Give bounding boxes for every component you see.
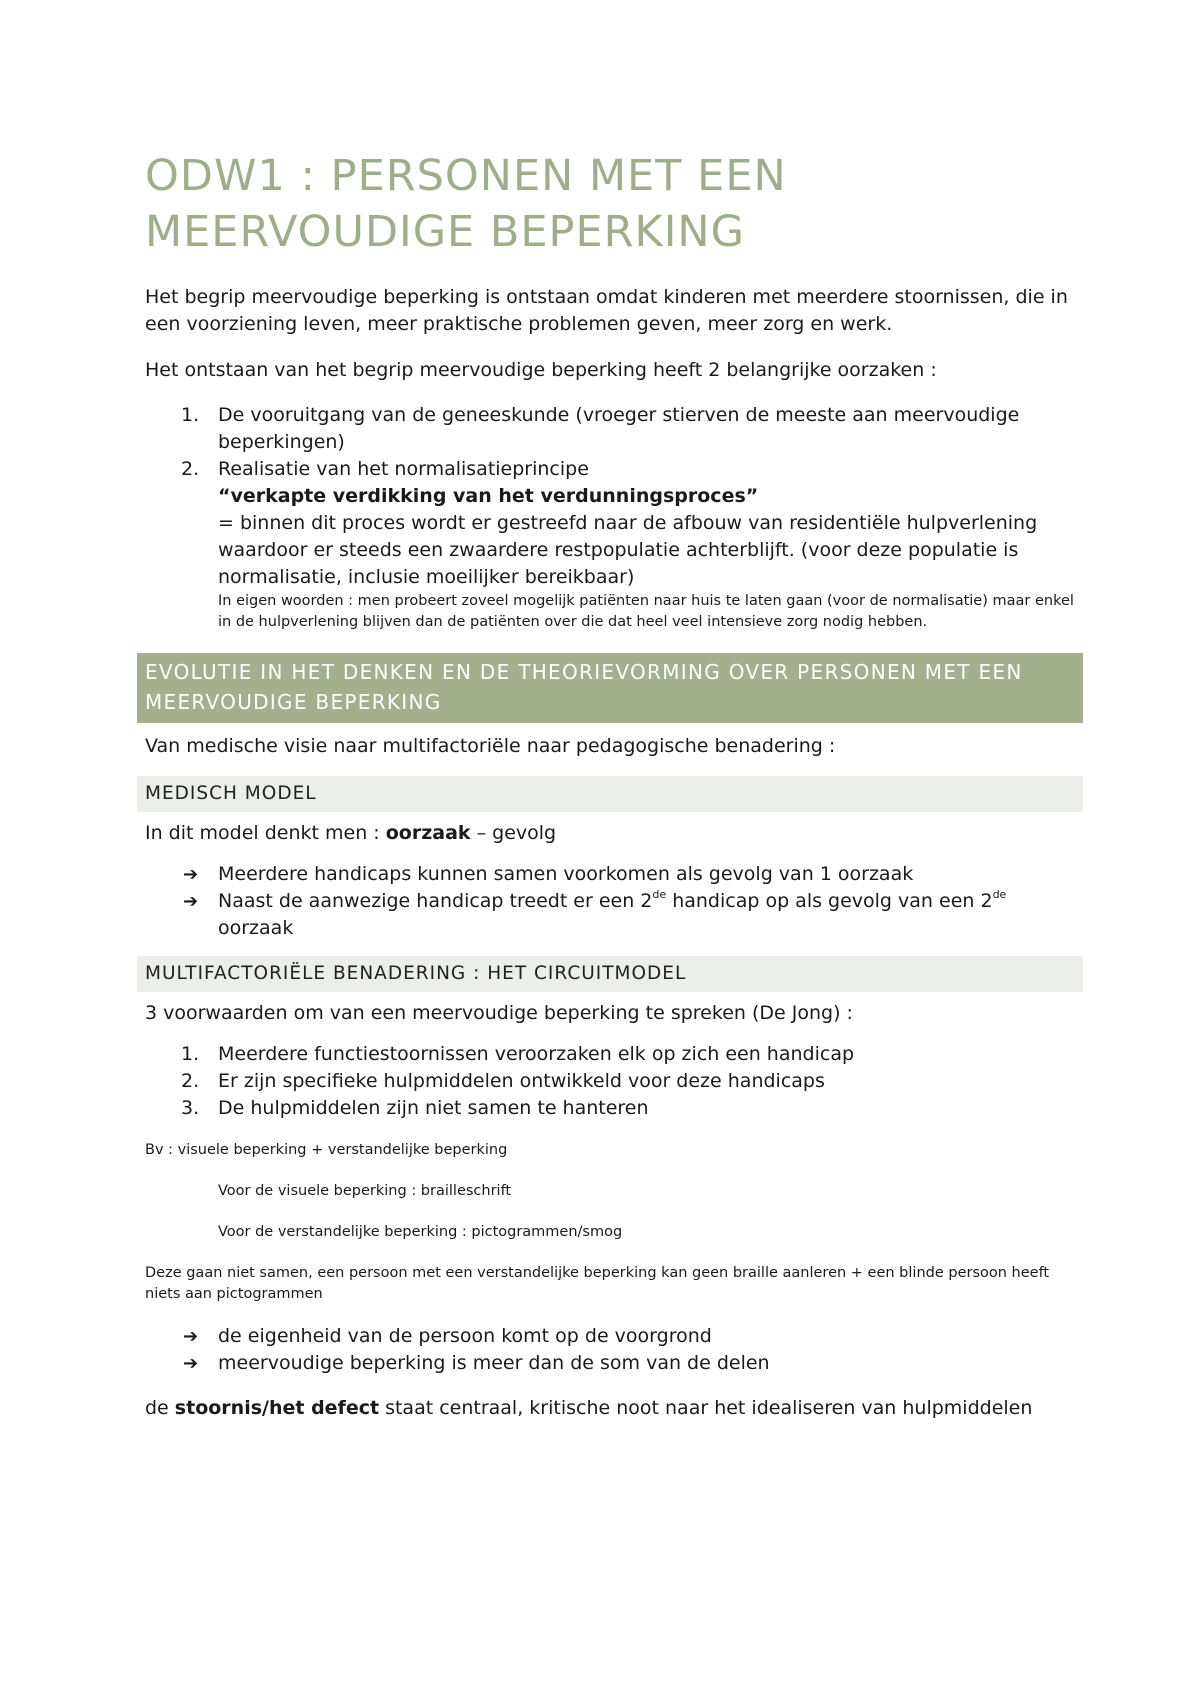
final-bold: stoornis/het defect: [174, 1397, 380, 1419]
list-number: 1.: [181, 404, 200, 426]
list-number: 2.: [181, 1070, 200, 1092]
list-item: [145, 1350, 1075, 1377]
final-pre: de: [145, 1397, 175, 1419]
cause-explanation: = binnen dit proces wordt er gestreefd naar de afbouw van residentiële hulpverlening waardoor er steeds een zwaardere restpopulatie achterblijft. (voor deze populatie is normalisatie, inclusie moeilijker bereikbaar): [218, 512, 1038, 588]
superscript: de: [992, 887, 1007, 901]
subsection-heading-multi: MULTIFACTORIËLE BENADERING : HET CIRCUITMODEL: [137, 956, 1083, 992]
final-paragraph: [145, 1395, 1075, 1422]
intro-paragraph: Het begrip meervoudige beperking is ontstaan omdat kinderen met meerdere stoornissen, die in een voorziening leven, meer praktische problemen geven, meer zorg en werk.: [145, 286, 1068, 335]
example-mental: Voor de verstandelijke beperking : pictogrammen/smog: [218, 1224, 623, 1240]
subsection-heading-medisch: MEDISCH MODEL: [137, 776, 1083, 812]
bullet-text-part: Naast de aanwezige handicap treedt er een 2: [218, 890, 653, 912]
multi-bullets: [145, 1323, 1075, 1377]
bullet-text: Meerdere handicaps kunnen samen voorkomen als gevolg van 1 oorzaak: [218, 863, 914, 885]
bullet-text-part: oorzaak: [218, 917, 294, 939]
bullet-text-part: handicap op als gevolg van een 2: [666, 890, 993, 912]
bullet-text: [218, 887, 1007, 939]
arrow-right-icon: ➔: [183, 1353, 199, 1374]
medisch-line-pre: In dit model denkt men :: [145, 822, 386, 844]
list-number: 3.: [181, 1097, 200, 1119]
medisch-line-bold: oorzaak: [385, 822, 471, 844]
condition-text: Meerdere functiestoornissen veroorzaken elk op zich een handicap: [218, 1043, 855, 1065]
bullet-text: de eigenheid van de persoon komt op de voorgrond: [218, 1325, 712, 1347]
bullet-text: meervoudige beperking is meer dan de som van de delen: [218, 1352, 770, 1374]
medisch-bullets: [145, 861, 1075, 942]
final-post: staat centraal, kritische noot naar het idealiseren van hulpmiddelen: [379, 1397, 1033, 1419]
document-content: [145, 148, 1075, 1422]
example-line: Bv : visuele beperking + verstandelijke beperking: [145, 1142, 508, 1158]
multi-intro: 3 voorwaarden om van een meervoudige beperking te spreken (De Jong) :: [145, 1002, 853, 1024]
example-visual: Voor de visuele beperking : brailleschrift: [218, 1183, 512, 1199]
cause-text: Realisatie van het normalisatieprincipe: [218, 458, 589, 480]
list-number: 2.: [181, 458, 200, 480]
causes-list: [145, 402, 1075, 633]
arrow-right-icon: ➔: [183, 1326, 199, 1347]
condition-text: Er zijn specifieke hulpmiddelen ontwikkeld voor deze handicaps: [218, 1070, 825, 1092]
superscript: de: [652, 887, 667, 901]
conditions-list: [145, 1041, 1075, 1122]
list-item: [145, 1041, 1075, 1068]
list-number: 1.: [181, 1043, 200, 1065]
arrow-right-icon: ➔: [183, 864, 199, 885]
arrow-right-icon: ➔: [183, 891, 199, 912]
list-item: [145, 1068, 1075, 1095]
list-item: [145, 888, 1075, 942]
cause-quote: “verkapte verdikking van het verdunningsproces”: [218, 485, 759, 507]
list-item: [145, 456, 1075, 633]
section-heading: EVOLUTIE IN HET DENKEN EN DE THEORIEVORMING OVER PERSONEN MET EEN MEERVOUDIGE BEPERKING: [137, 653, 1083, 723]
medisch-line: [145, 820, 1075, 847]
page-title: ODW1 : PERSONEN MET EEN MEERVOUDIGE BEPERKING: [145, 151, 787, 257]
cause-text: De vooruitgang van de geneeskunde (vroeger stierven de meeste aan meervoudige beperkingen): [218, 404, 1020, 453]
medisch-line-post: – gevolg: [470, 822, 557, 844]
list-item: [145, 861, 1075, 888]
list-item: [145, 1095, 1075, 1122]
list-item: [145, 1323, 1075, 1350]
causes-intro: Het ontstaan van het begrip meervoudige beperking heeft 2 belangrijke oorzaken :: [145, 359, 937, 381]
example-note: Deze gaan niet samen, een persoon met een verstandelijke beperking kan geen braille aanleren + een blinde persoon heeft niets aan pictogrammen: [145, 1265, 1050, 1302]
list-item: [145, 402, 1075, 456]
section-intro: Van medische visie naar multifactoriële naar pedagogische benadering :: [145, 735, 836, 757]
cause-note: In eigen woorden : men probeert zoveel mogelijk patiënten naar huis te laten gaan (voor de normalisatie) maar enkel in de hulpverlening blijven dan de patiënten over die dat heel veel intensieve zorg nodig hebben.: [218, 593, 1074, 630]
condition-text: De hulpmiddelen zijn niet samen te hanteren: [218, 1097, 649, 1119]
